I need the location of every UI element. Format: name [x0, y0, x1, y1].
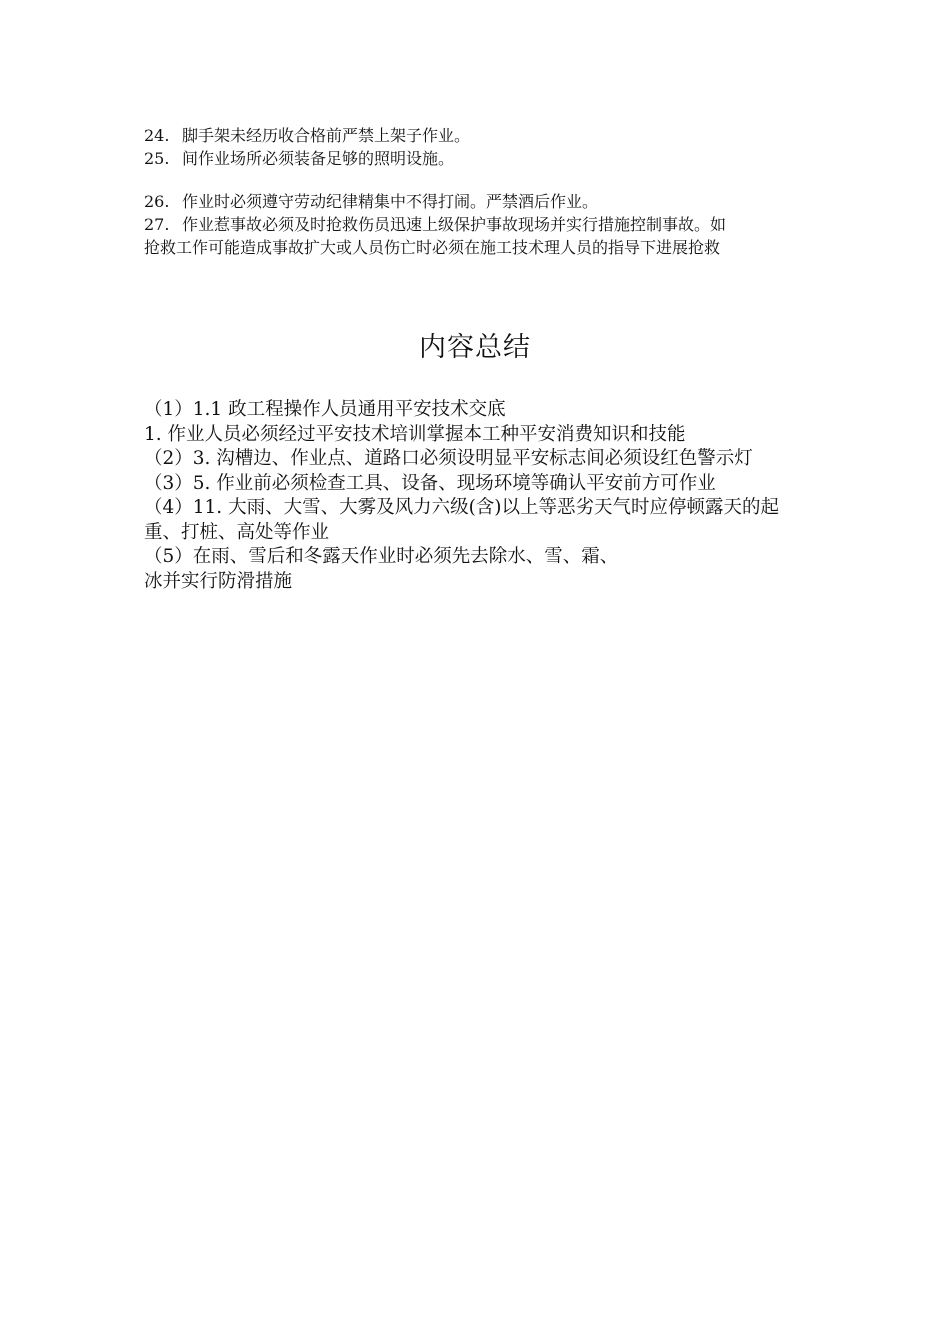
summary-line: （1）1.1 政工程操作人员通用平安技术交底: [144, 399, 506, 420]
safety-rules-list: [144, 124, 804, 259]
rule-number: 25.: [144, 149, 170, 168]
rule-item-26: [144, 190, 804, 213]
rule-text: 作业惹事故必须及时抢救伤员迅速上级保护事故现场并实行措施控制事故。如: [182, 215, 727, 234]
rule-item-27: [144, 213, 804, 236]
rule-number: 24.: [144, 126, 170, 145]
summary-line: （4）11. 大雨、大雪、大雾及风力六级(含)以上等恶劣天气时应停顿露天的起重、打桩、高处等作业: [144, 497, 780, 543]
summary-line: 冰并实行防滑措施: [144, 570, 293, 592]
summary-line: （2）3. 沟槽边、作业点、道路口必须设明显平安标志间必须设红色警示灯: [144, 448, 753, 469]
summary-line: （5）在雨、雪后和冬露天作业时必须先去除水、雪、霜、: [144, 546, 619, 567]
summary-line: （3）5. 作业前必须检查工具、设备、现场环境等确认平安前方可作业: [144, 472, 716, 494]
rule-item-25: [144, 147, 804, 170]
rule-text: 间作业场所必须装备足够的照明设施。: [182, 149, 455, 168]
rule-27-continuation: 抢救工作可能造成事故扩大或人员伤亡时必须在施工技术理人员的指导下进展抢救: [144, 238, 721, 257]
rule-text: 作业时必须遵守劳动纪律精集中不得打闹。严禁酒后作业。: [182, 192, 599, 211]
rule-text: 脚手架未经历收合格前严禁上架子作业。: [182, 126, 471, 145]
summary-title: 内容总结: [419, 332, 531, 363]
rule-number: 26.: [144, 192, 170, 211]
summary-line: 1. 作业人员必须经过平安技术培训掌握本工种平安消费知识和技能: [144, 423, 686, 445]
summary-body: [144, 398, 806, 594]
rule-item-24: [144, 124, 804, 147]
rule-number: 27.: [144, 215, 170, 234]
